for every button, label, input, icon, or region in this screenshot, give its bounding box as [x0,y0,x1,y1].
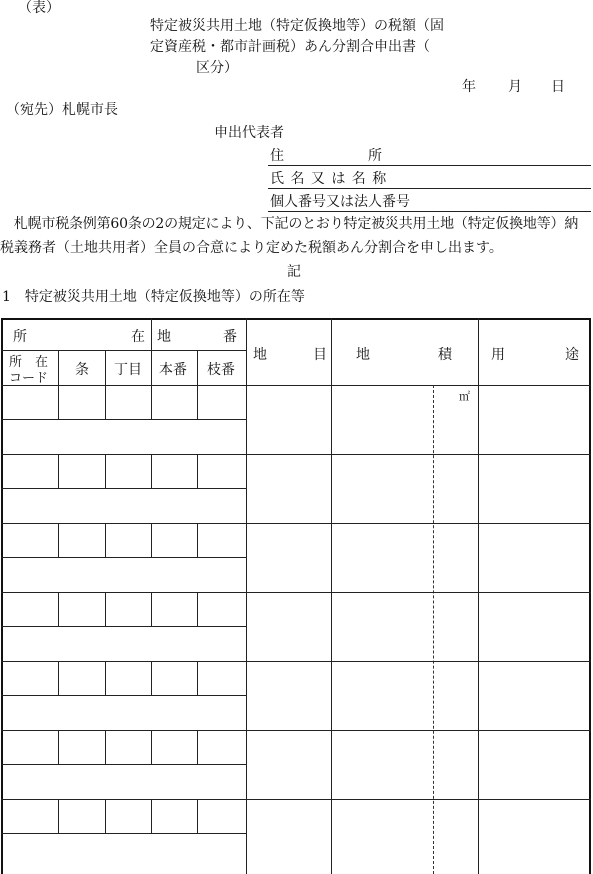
row-cell-divider [197,385,198,419]
col-divider-chimoku [246,318,247,874]
col-honban: 本番 [159,362,187,378]
row-cell-divider [151,523,152,557]
row-cell-divider [151,385,152,419]
table-left-border [1,318,3,874]
address-label: 住 所 [270,148,382,164]
col-divider-chiseki [331,318,332,874]
area-unit-label: ㎡ [459,390,470,403]
row-cell-divider [151,592,152,626]
section1-heading: 1 特定被災共用土地（特定仮換地等）の所在等 [2,289,305,305]
col-chimoku-1: 地 [253,347,267,363]
addressee: （宛先）札幌市長 [6,102,118,118]
side-mark: （表） [18,0,60,16]
row-cell-divider [58,454,59,488]
col-chiseki-2: 積 [438,347,452,363]
representative-heading: 申出代表者 [214,125,284,141]
row-cell-divider [197,661,198,695]
col-code-line1: 所 在 [9,355,49,370]
body-line2: 税義務者（土地共用者）全員の合意により定めた税額あん分割合を申し出ます。 [0,240,503,256]
row-group-line-4 [1,661,591,662]
header-bottom-line [1,385,591,386]
header-sub-divider-1 [58,350,59,385]
table-right-border [589,318,591,874]
row-cell-divider [151,454,152,488]
form-title-line1: 特定被災共用土地（特定仮換地等）の税額（固 [150,18,444,34]
location-table [1,318,591,874]
table-top-border [1,318,591,320]
col-divider-yoto [478,318,479,874]
header-shozai-chiban-divider [151,318,152,385]
col-code-line2: コード [9,371,49,386]
col-edaban: 枝番 [207,362,235,378]
chiseki-decimal-dashed-line [433,385,434,874]
date-year-label: 年 [462,79,476,95]
row-cell-divider [105,730,106,764]
row-group-line-3 [1,592,591,593]
col-yoto-2: 途 [565,347,579,363]
row-cell-divider [151,799,152,833]
address-underline[interactable] [268,165,591,166]
col-chome: 丁目 [114,362,142,378]
row-cell-divider [197,454,198,488]
form-title-line2: 定資産税・都市計画税）あん分割合申出書（ [150,39,430,55]
row-group-line-5 [1,730,591,731]
row-cell-divider [151,661,152,695]
body-line1: 札幌市税条例第60条の2の規定により、下記のとおり特定被災共用土地（特定仮換地等）納 [0,216,579,232]
header-chi: 地 [157,329,171,345]
id-number-label: 個人番号又は法人番号 [270,194,410,210]
name-label: 氏 名 又 は 名 称 [270,171,388,187]
row-cell-divider [105,592,106,626]
row-group-line-1 [1,454,591,455]
row-cell-divider [197,799,198,833]
row-cell-divider [58,730,59,764]
id-number-underline[interactable] [268,211,591,212]
header-shozai: 所 [13,329,27,345]
row-split-2 [1,488,246,489]
date-day-label: 日 [551,79,565,95]
row-split-4 [1,626,246,627]
header-zai: 在 [131,329,145,345]
row-cell-divider [105,523,106,557]
row-cell-divider [197,592,198,626]
name-underline[interactable] [268,188,591,189]
date-month-label: 月 [508,79,522,95]
row-group-line-6 [1,799,591,800]
col-chimoku-2: 目 [313,347,327,363]
row-split-7 [1,833,246,834]
row-split-3 [1,557,246,558]
row-group-line-2 [1,523,591,524]
header-sub-divider-3 [197,350,198,385]
row-split-5 [1,695,246,696]
row-split-6 [1,764,246,765]
row-cell-divider [151,730,152,764]
row-cell-divider [58,523,59,557]
row-cell-divider [197,523,198,557]
header-ban: 番 [223,329,237,345]
row-cell-divider [105,799,106,833]
row-split-1 [1,419,246,420]
col-chiseki-1: 地 [356,347,370,363]
row-cell-divider [197,730,198,764]
row-cell-divider [105,385,106,419]
form-title-line3: 区分） [196,60,238,76]
ki-heading: 記 [287,264,301,280]
header-sub-divider-2 [105,350,106,385]
col-jo: 条 [75,362,89,378]
col-yoto-1: 用 [491,347,505,363]
row-cell-divider [58,385,59,419]
row-cell-divider [58,661,59,695]
row-cell-divider [58,799,59,833]
row-cell-divider [58,592,59,626]
row-cell-divider [105,454,106,488]
row-cell-divider [105,661,106,695]
